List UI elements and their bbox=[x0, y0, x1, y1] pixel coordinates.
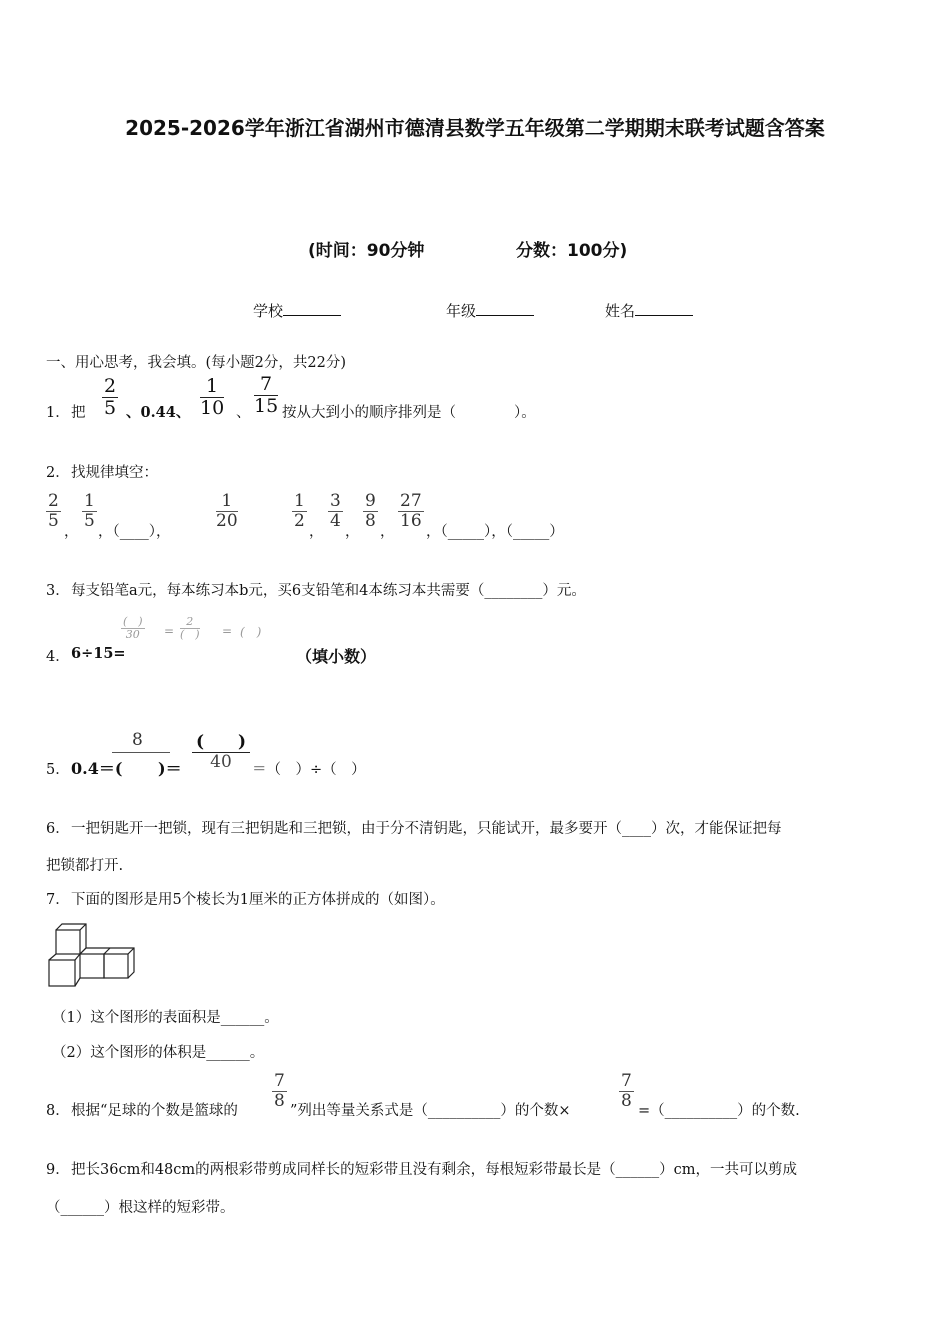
q1-fraction-2 bbox=[200, 376, 224, 420]
q4-faint-fraction-2 bbox=[180, 616, 200, 642]
q8-part-1: 根据“足球的个数是篮球的 bbox=[71, 1103, 238, 1119]
numerator: 2 bbox=[180, 616, 200, 629]
q2-comma-2: ， bbox=[309, 524, 324, 540]
q4-faint-blank: ( ) bbox=[240, 625, 262, 639]
q4-faint-fraction-1 bbox=[121, 616, 145, 642]
q4-faint-equals-2: = bbox=[222, 624, 233, 638]
denominator: 8 bbox=[365, 510, 376, 531]
q1-fraction-1 bbox=[102, 376, 118, 420]
denominator: 15 bbox=[254, 394, 279, 417]
q2-fraction-a1 bbox=[46, 492, 61, 531]
numerator: 1 bbox=[216, 492, 238, 512]
name-label: 姓名 bbox=[605, 302, 636, 320]
name-field bbox=[605, 300, 693, 321]
q5-expression: 0.4＝( bbox=[71, 759, 123, 778]
q3-text: 每支铅笔a元，每本练习本b元，买6支铅笔和4本练习本共需要（________）元。 bbox=[71, 583, 586, 599]
q8-part-3: =（__________）的个数. bbox=[638, 1103, 800, 1119]
q1-sep1: 、0.44、 bbox=[126, 404, 191, 421]
numerator: 1 bbox=[84, 491, 95, 511]
cube-top bbox=[56, 930, 80, 954]
q2-fraction-a2 bbox=[82, 492, 97, 531]
numerator: 7 bbox=[621, 1071, 632, 1091]
exam-score: 分数：100分) bbox=[516, 241, 628, 261]
denominator: 40 bbox=[210, 751, 232, 772]
q2-comma-1: ， bbox=[64, 524, 79, 540]
numerator: 2 bbox=[48, 491, 59, 511]
q7-sub-2: （2）这个图形的体积是______。 bbox=[52, 1045, 265, 1061]
q7-text: 下面的图形是用5个棱长为1厘米的正方体拼成的（如图）。 bbox=[71, 892, 445, 908]
denominator: 10 bbox=[200, 396, 225, 419]
q5-fraction-2 bbox=[192, 733, 250, 772]
q8-number: 8． bbox=[46, 1103, 70, 1119]
denominator: 16 bbox=[400, 510, 422, 531]
q2-blank-b: ，（_____），（_____） bbox=[426, 524, 564, 540]
denominator: 5 bbox=[48, 510, 59, 531]
q6-line-1: 一把钥匙开一把锁，现有三把钥匙和三把锁，由于分不清钥匙，只能试开，最多要开（____）次，才能保证把每 bbox=[71, 821, 782, 837]
q1-post: 按从大到小的顺序排列是（ ）。 bbox=[282, 405, 536, 421]
cube-figure bbox=[46, 920, 138, 990]
numerator: 7 bbox=[274, 1071, 285, 1091]
numerator: 27 bbox=[400, 491, 422, 511]
q9-line-1: 把长36cm和48cm的两根彩带剪成同样长的短彩带且没有剩余，每根短彩带最长是（______）cm，一共可以剪成 bbox=[71, 1162, 798, 1178]
cube-bottom-middle bbox=[80, 954, 104, 978]
q2-comma-3: ， bbox=[345, 524, 360, 540]
denominator: 5 bbox=[104, 396, 117, 419]
cube-bottom-left bbox=[49, 960, 75, 986]
q2-blank-a: ，（____）， bbox=[98, 524, 171, 540]
numerator: 2 bbox=[104, 375, 117, 397]
denominator: 20 bbox=[216, 510, 238, 531]
section-1-heading: 一、用心思考，我会填。(每小题2分，共22分) bbox=[46, 355, 346, 371]
numerator: ( ) bbox=[192, 733, 250, 753]
q4-hint: （填小数） bbox=[296, 647, 377, 666]
denominator: 30 bbox=[125, 628, 140, 642]
q8-fraction-1 bbox=[272, 1072, 287, 1111]
q2-fraction-b3 bbox=[363, 492, 378, 531]
q4-number: 4． bbox=[46, 649, 70, 665]
q5-close: )＝ bbox=[158, 759, 182, 778]
q8-fraction-2 bbox=[619, 1072, 634, 1111]
q6-line-2: 把锁都打开. bbox=[46, 858, 124, 874]
q2-text: 找规律填空： bbox=[71, 465, 158, 481]
q7-sub-1: （1）这个图形的表面积是______。 bbox=[52, 1010, 279, 1026]
numerator: 9 bbox=[365, 491, 376, 511]
denominator: 2 bbox=[294, 510, 305, 531]
q1-sep2: 、 bbox=[236, 405, 251, 421]
numerator: 1 bbox=[294, 491, 305, 511]
school-field bbox=[253, 300, 341, 321]
school-label: 学校 bbox=[253, 302, 284, 320]
numerator: 3 bbox=[330, 491, 341, 511]
q4-expression: 6÷15= bbox=[71, 645, 126, 662]
grade-field bbox=[446, 300, 534, 321]
denominator: 8 bbox=[621, 1090, 632, 1111]
q1-fraction-3 bbox=[254, 374, 278, 418]
q1-number: 1． bbox=[46, 405, 70, 421]
q4-faint-equals-1: = bbox=[164, 624, 175, 638]
q2-fraction-b4 bbox=[398, 492, 424, 531]
numerator: 7 bbox=[254, 374, 278, 396]
q5-number: 5． bbox=[46, 762, 70, 778]
q5-fraction-bar-1 bbox=[112, 752, 170, 753]
q8-part-2: ”列出等量关系式是（__________）的个数× bbox=[290, 1103, 571, 1119]
q9-number: 9． bbox=[46, 1162, 70, 1178]
cube-bottom-right bbox=[104, 954, 128, 978]
denominator: ( ) bbox=[180, 628, 200, 642]
q2-number: 2． bbox=[46, 465, 70, 481]
denominator: 5 bbox=[84, 510, 95, 531]
q5-tail: ＝（ ）÷（ ） bbox=[252, 762, 366, 778]
q2-comma-4: ， bbox=[380, 524, 395, 540]
q9-line-2: （______）根这样的短彩带。 bbox=[46, 1200, 235, 1216]
q5-numerator-1: 8 bbox=[132, 730, 143, 750]
numerator: 1 bbox=[200, 376, 224, 398]
exam-title: 2025-2026学年浙江省湖州市德清县数学五年级第二学期期末联考试题含答案 bbox=[125, 116, 825, 140]
denominator: 4 bbox=[330, 510, 341, 531]
numerator: ( ) bbox=[123, 615, 143, 628]
q2-fraction-a3 bbox=[216, 492, 238, 531]
q7-number: 7． bbox=[46, 892, 70, 908]
q1-pre: 把 bbox=[71, 405, 86, 421]
q6-number: 6． bbox=[46, 821, 70, 837]
q2-fraction-b1 bbox=[292, 492, 307, 531]
q3-number: 3． bbox=[46, 583, 70, 599]
denominator: 8 bbox=[274, 1090, 285, 1111]
exam-time: (时间：90分钟 bbox=[308, 241, 425, 261]
q2-fraction-b2 bbox=[328, 492, 343, 531]
grade-label: 年级 bbox=[446, 302, 477, 320]
